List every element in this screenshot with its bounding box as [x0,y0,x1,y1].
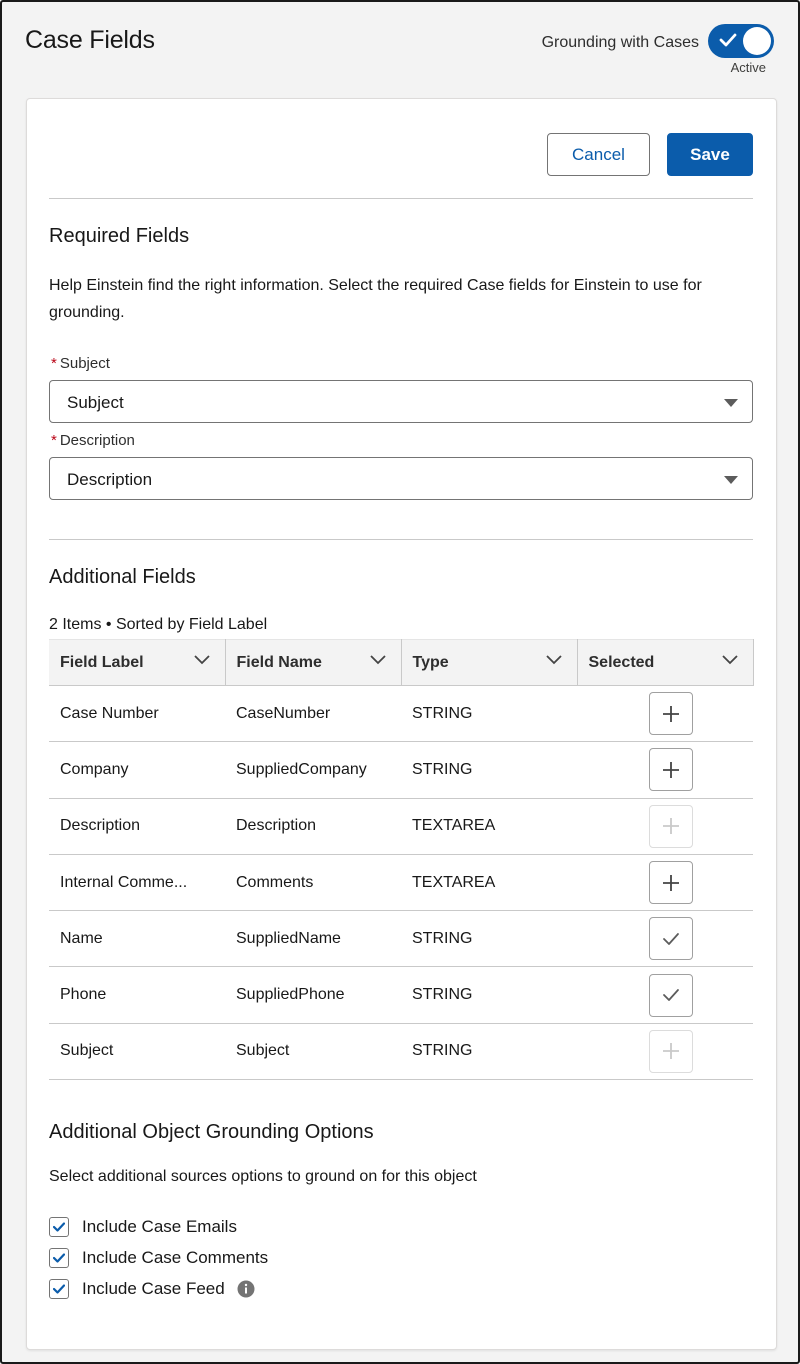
cell-selected [577,1023,753,1079]
subject-label-text: Subject [59,355,110,372]
cell-selected [577,854,753,910]
cell-label: Company [49,742,225,798]
include-case-emails-label[interactable]: Include Case Emails [82,1217,237,1236]
table-row [49,686,753,742]
table-row [49,742,753,798]
check-icon [53,1253,65,1263]
check-icon [53,1284,65,1294]
check-icon [662,932,680,946]
description-label-text: Description [59,432,135,449]
cell-label: Case Number [49,686,225,742]
column-header-type[interactable]: Type [401,640,577,686]
toggle-status: Active [730,60,766,75]
chevron-down-icon[interactable] [546,655,562,665]
add-field-button[interactable] [649,861,693,904]
cell-label: Name [49,911,225,967]
case-fields-card [26,98,777,1350]
deselect-field-button[interactable] [649,974,693,1017]
check-icon [53,1222,65,1232]
check-icon [719,32,737,48]
grounding-toggle-group [494,24,774,76]
cell-type: STRING [401,911,577,967]
subject-select[interactable] [49,380,753,423]
column-header-field-label[interactable]: Field Label [49,640,225,686]
toggle-label: Grounding with Cases [541,34,699,51]
toggle-knob [743,27,771,55]
cell-name: Description [225,798,401,854]
required-fields-title: Required Fields [49,225,190,247]
required-fields-help: Help Einstein find the right information. Select the required Case fields for Einstein to use for grounding. [49,277,702,321]
include-case-feed-checkbox[interactable] [49,1279,69,1299]
cell-type: TEXTAREA [401,798,577,854]
chevron-down-icon[interactable] [722,655,738,665]
cell-type: STRING [401,686,577,742]
cell-type: STRING [401,967,577,1023]
table-header-row [49,640,753,686]
cell-selected [577,911,753,967]
grounding-options-title: Additional Object Grounding Options [49,1121,374,1143]
cell-selected [577,742,753,798]
divider [49,198,753,199]
save-button[interactable]: Save [667,133,753,176]
caret-down-icon [723,398,739,408]
table-row [49,854,753,910]
include-case-comments-checkbox[interactable] [49,1248,69,1268]
add-icon [662,817,680,835]
cell-type: TEXTAREA [401,854,577,910]
cell-selected [577,967,753,1023]
column-header-selected[interactable]: Selected [577,640,753,686]
check-icon [662,988,680,1002]
additional-fields-title: Additional Fields [49,566,196,588]
additional-fields-table [49,639,754,1080]
description-select[interactable] [49,457,753,500]
cell-label: Description [49,798,225,854]
table-row [49,911,753,967]
cell-type: STRING [401,1023,577,1079]
description-select-value: Description [67,470,153,489]
deselect-field-button[interactable] [649,917,693,960]
add-field-button-disabled [649,805,693,848]
cell-label: Phone [49,967,225,1023]
add-field-button-disabled [649,1030,693,1073]
include-case-comments-label[interactable]: Include Case Comments [82,1248,269,1267]
chevron-down-icon[interactable] [194,655,210,665]
cell-name: Comments [225,854,401,910]
add-field-button[interactable] [649,748,693,791]
required-marker: * [51,355,57,372]
include-case-feed-label[interactable]: Include Case Feed [82,1279,225,1298]
cell-type: STRING [401,742,577,798]
include-case-feed-option[interactable] [49,1278,255,1300]
table-row [49,798,753,854]
add-field-button[interactable] [649,692,693,735]
divider [49,539,753,540]
description-field-label [51,432,135,449]
page-title: Case Fields [25,26,155,54]
add-icon [662,1042,680,1060]
cell-name: Subject [225,1023,401,1079]
cell-name: SuppliedCompany [225,742,401,798]
grounding-options-help: Select additional sources options to ground on for this object [49,1168,477,1185]
required-marker: * [51,432,57,449]
cell-selected [577,686,753,742]
table-row [49,967,753,1023]
add-icon [662,761,680,779]
subject-select-value: Subject [67,393,124,412]
items-meta: 2 Items • Sorted by Field Label [49,616,268,633]
add-icon [662,705,680,723]
cell-label: Subject [49,1023,225,1079]
cell-name: SuppliedPhone [225,967,401,1023]
grounding-toggle[interactable] [708,24,774,58]
info-icon[interactable] [237,1280,255,1298]
cell-selected [577,798,753,854]
cell-name: CaseNumber [225,686,401,742]
caret-down-icon [723,475,739,485]
include-case-emails-option[interactable] [49,1216,237,1238]
subject-field-label [51,355,110,372]
cell-name: SuppliedName [225,911,401,967]
add-icon [662,874,680,892]
column-header-field-name[interactable]: Field Name [225,640,401,686]
cell-label: Internal Comme... [49,854,225,910]
cancel-button[interactable]: Cancel [547,133,650,176]
include-case-emails-checkbox[interactable] [49,1217,69,1237]
include-case-comments-option[interactable] [49,1247,268,1269]
chevron-down-icon[interactable] [370,655,386,665]
table-row [49,1023,753,1079]
